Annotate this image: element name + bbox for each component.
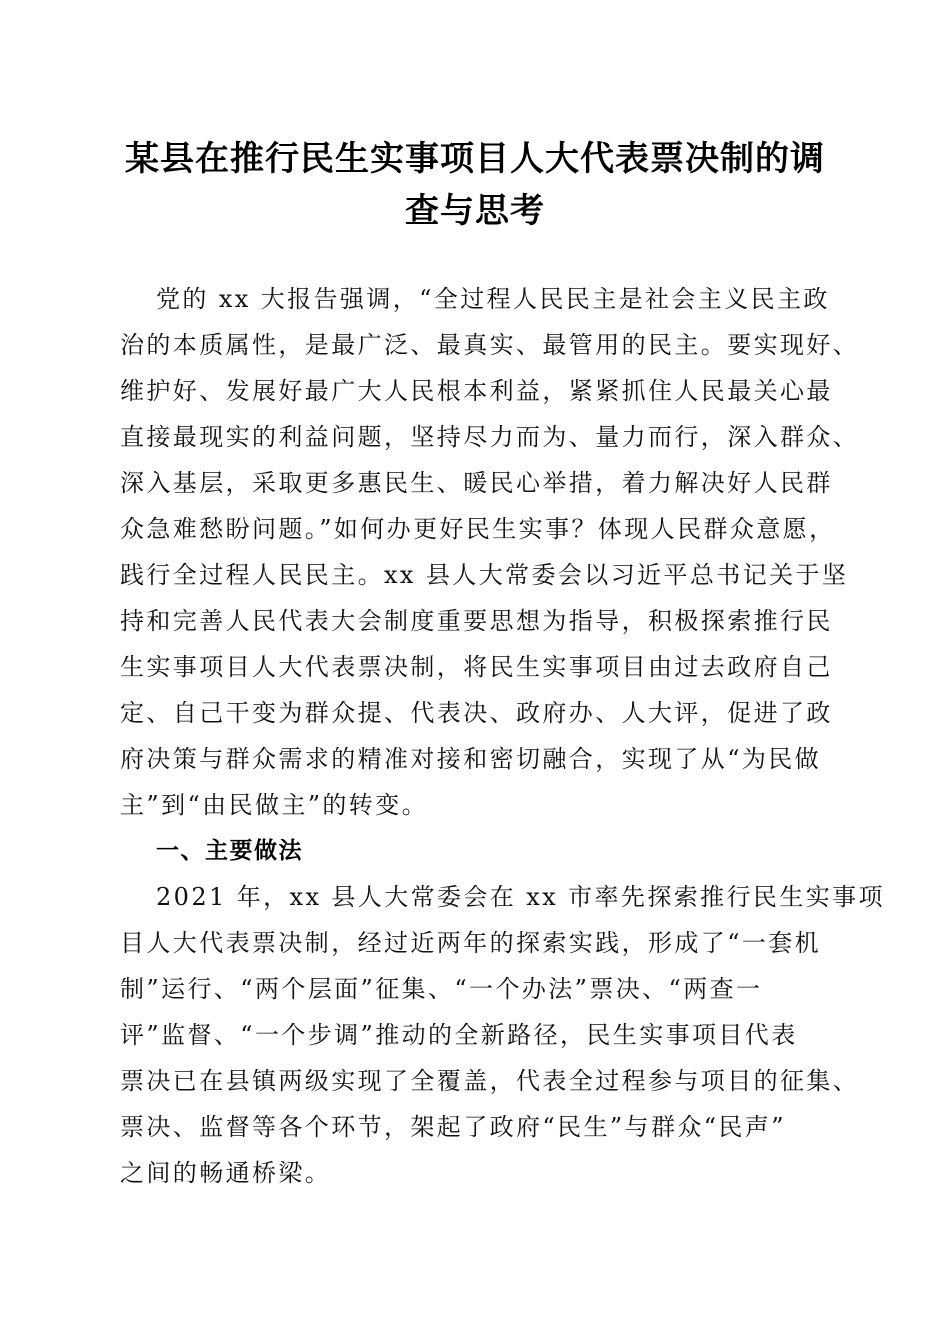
- paragraph-line: 之间的畅通桥梁。: [120, 1159, 332, 1187]
- document-title: [110, 133, 840, 237]
- paragraph-line: 票决已在县镇两级实现了全覆盖，代表全过程参与项目的征集、: [120, 1067, 860, 1095]
- paragraph-line: 维护好、发展好最广大人民根本利益，紧紧抓住人民最关心最: [120, 377, 833, 405]
- paragraph-line: 直接最现实的利益问题，坚持尽力而为、量力而行，深入群众、: [120, 423, 860, 451]
- paragraph-line: 府决策与群众需求的精准对接和密切融合，实现了从“为民做: [120, 745, 822, 773]
- paragraph-line: 党的 xx 大报告强调，“全过程人民民主是社会主义民主政: [156, 285, 830, 313]
- paragraph-line: 制”运行、“两个层面”征集、“一个办法”票决、“两查一: [120, 975, 763, 1003]
- paragraph-line: 众急难愁盼问题。”如何办更好民生实事？体现人民群众意愿，: [120, 515, 836, 543]
- paragraph-line: 票决、监督等各个环节，架起了政府“民生”与群众“民声”: [120, 1113, 786, 1141]
- section-heading: 一、主要做法: [156, 838, 303, 864]
- paragraph-line: 践行全过程人民民主。xx 县人大常委会以习近平总书记关于坚: [120, 561, 849, 589]
- paragraph-line: 深入基层，采取更多惠民生、暖民心举措，着力解决好人民群: [120, 469, 833, 497]
- paragraph-line: 生实事项目人大代表票决制，将民生实事项目由过去政府自己: [120, 653, 833, 681]
- title-line: 某县在推行民生实事项目人大代表票决制的调: [125, 139, 825, 179]
- paragraph-line: 定、自己干变为群众提、代表决、政府办、人大评，促进了政: [120, 699, 833, 727]
- paragraph-line: 2021 年，xx 县人大常委会在 xx 市率先探索推行民生实事项: [156, 883, 885, 911]
- paragraph-line: 主”到“由民做主”的转变。: [120, 791, 429, 819]
- paragraph-line: 目人大代表票决制，经过近两年的探索实践，形成了“一套机: [120, 929, 822, 957]
- paragraph-line: 持和完善人民代表大会制度重要思想为指导，积极探索推行民: [120, 607, 833, 635]
- title-line: 查与思考: [405, 191, 545, 231]
- paragraph-line: 治的本质属性，是最广泛、最真实、最管用的民主。要实现好、: [120, 331, 860, 359]
- paragraph-intro: [120, 276, 860, 828]
- document-body: [120, 276, 885, 1196]
- paragraph-practices: [120, 874, 885, 1196]
- paragraph-line: 评”监督、“一个步调”推动的全新路径，民生实事项目代表: [120, 1021, 798, 1049]
